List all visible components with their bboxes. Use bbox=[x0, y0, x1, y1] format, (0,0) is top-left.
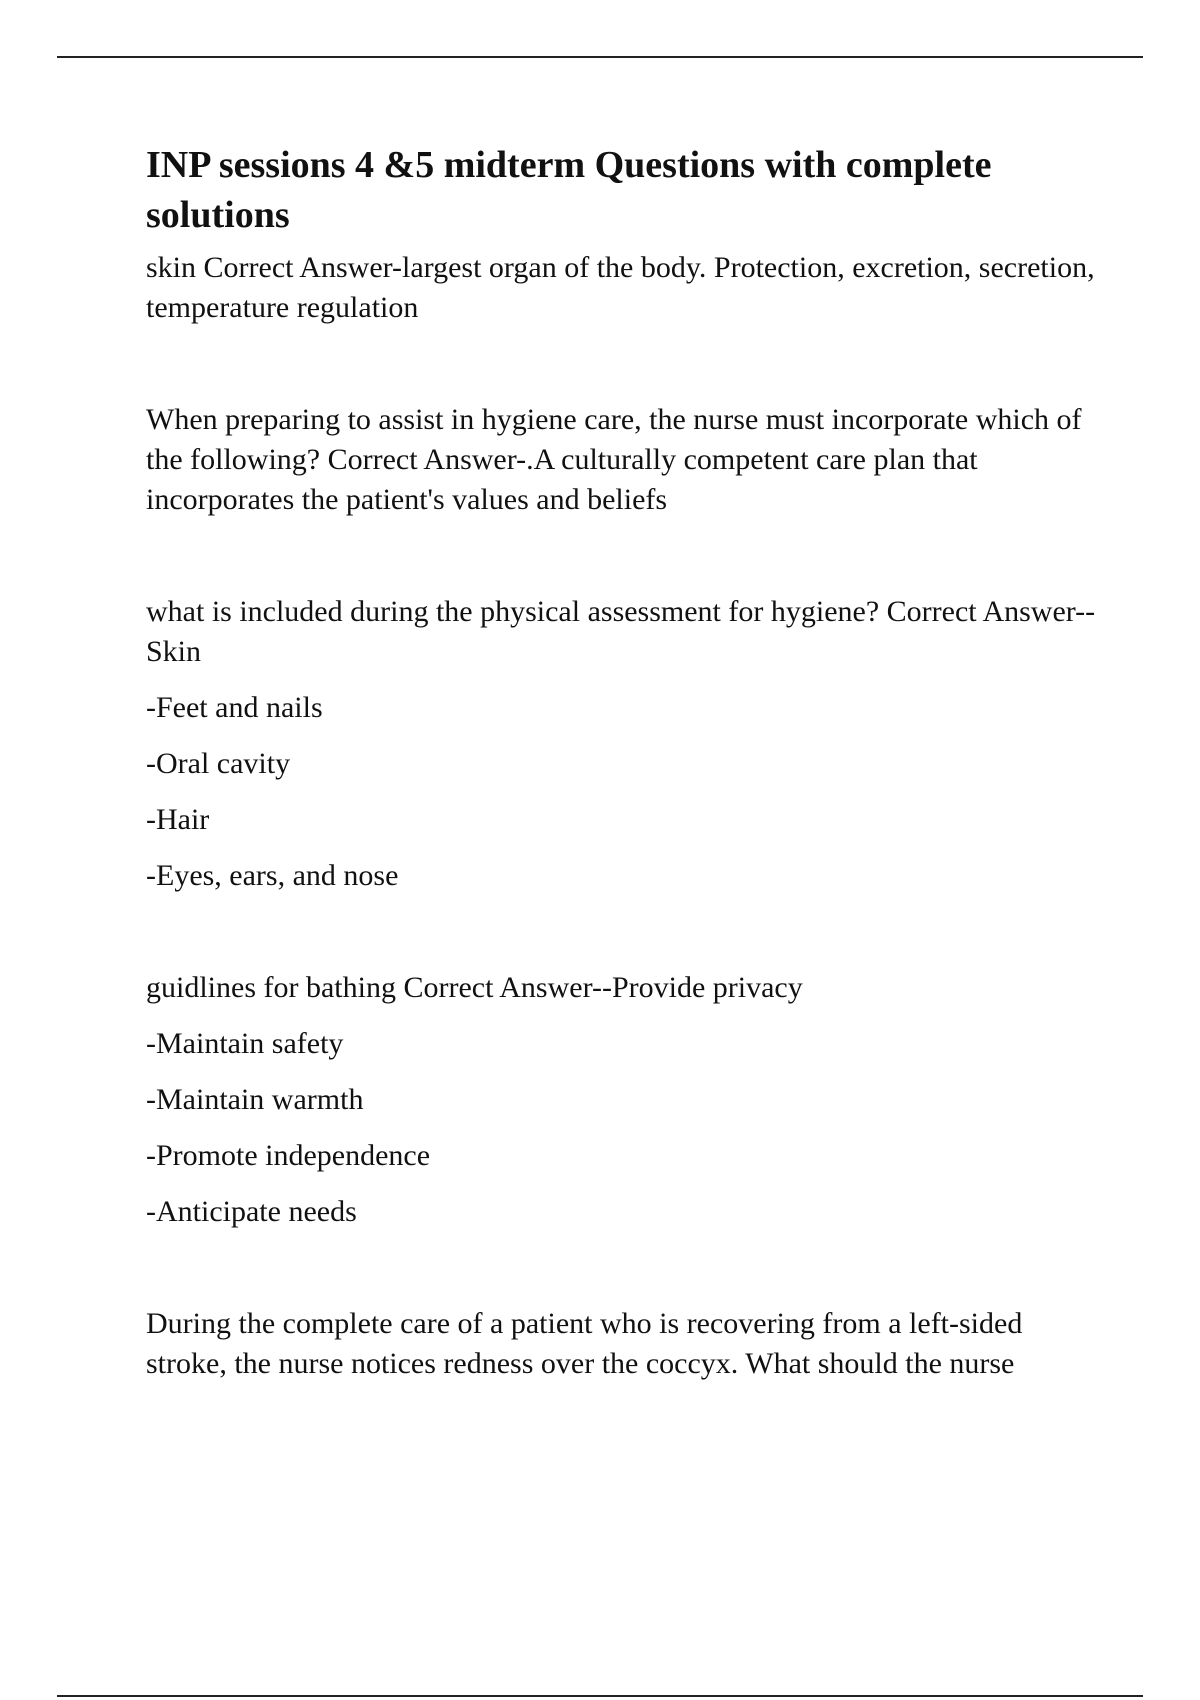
list-item: -Oral cavity bbox=[146, 747, 291, 780]
list-item: -Maintain warmth bbox=[146, 1083, 364, 1116]
top-rule bbox=[57, 56, 1143, 58]
qa-item-bathing-guidelines bbox=[146, 968, 1106, 1232]
list-item: -Hair bbox=[146, 803, 210, 836]
qa-item-hygiene-care bbox=[146, 400, 1106, 520]
page-content bbox=[146, 140, 1106, 1456]
list-item: -Eyes, ears, and nose bbox=[146, 859, 399, 892]
qa-text: During the complete care of a patient who is recovering from a left-sided stroke, the nurse notices redness over the coccyx. What should the nurse bbox=[146, 1307, 1023, 1380]
bottom-rule bbox=[57, 1695, 1143, 1697]
list-item: -Maintain safety bbox=[146, 1027, 344, 1060]
qa-text: skin Correct Answer-largest organ of the body. Protection, excretion, secretion, temperature regulation bbox=[146, 251, 1095, 324]
list-item: -Feet and nails bbox=[146, 691, 323, 724]
document-title: INP sessions 4 &5 midterm Questions with complete solutions bbox=[146, 144, 992, 236]
qa-text: guidlines for bathing Correct Answer--Provide privacy bbox=[146, 971, 803, 1004]
qa-item-stroke-patient bbox=[146, 1304, 1106, 1384]
qa-text: what is included during the physical assessment for hygiene? Correct Answer-- Skin bbox=[146, 595, 1096, 668]
qa-text: When preparing to assist in hygiene care, the nurse must incorporate which of the following? Correct Answer-.A culturally competent care plan that incorporates the patient's values and beliefs bbox=[146, 403, 1082, 516]
list-item: -Anticipate needs bbox=[146, 1195, 357, 1228]
qa-item-skin bbox=[146, 248, 1106, 328]
qa-item-physical-assessment bbox=[146, 592, 1106, 896]
list-item: -Promote independence bbox=[146, 1139, 431, 1172]
